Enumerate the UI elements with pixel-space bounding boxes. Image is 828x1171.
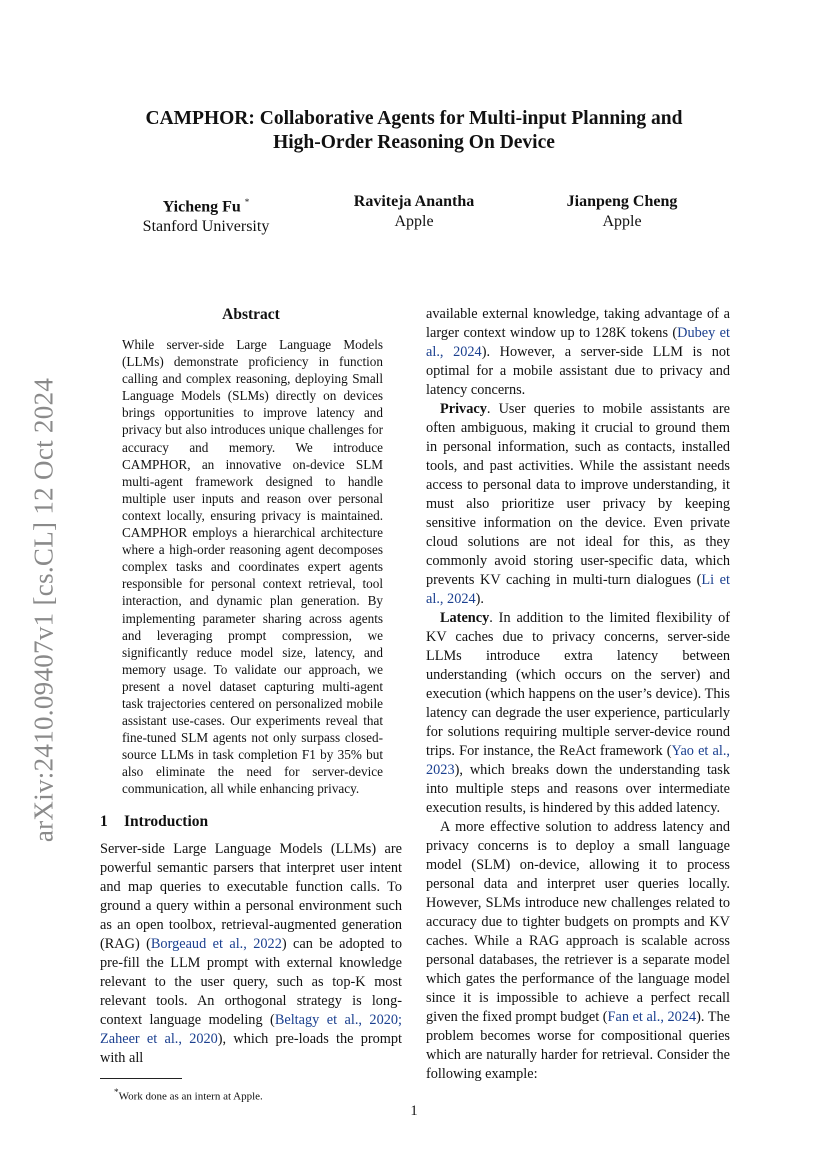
privacy-paragraph [426,400,730,609]
footnote-mark: * [114,1086,119,1097]
citation-link[interactable]: Fan et al., 2024 [607,1009,697,1025]
abstract-heading: Abstract [222,306,280,323]
citation-link[interactable]: Beltagy et al., 2020; Zaheer et al., 2020 [100,1011,402,1047]
footnote-text: Work done as an intern at Apple. [118,1090,263,1103]
paragraph-text: ). The problem becomes worse for compositional queries which are naturally harder for retrieval. Consider the following example: [426,1009,730,1082]
paragraph-text: ) can be adopted to pre-fill the LLM prompt with external knowledge relevant to the user query, such as top-K most relevant tools. An orthogonal strategy is long-context language modeling ( [100,935,402,1028]
paragraph-text: Server-side Large Language Models (LLMs) are powerful semantic parsers that interpret user intent and map queries to executable function calls. To ground a query within a personal environment such as an open toolbox, retrieval-augmented generation (RAG) ( [100,840,402,952]
title-line-1: CAMPHOR: Collaborative Agents for Multi-input Planning and [145,108,683,129]
section-heading-introduction [100,812,402,832]
citation-link[interactable]: Li et al., 2024 [426,572,730,607]
intro-paragraph [100,840,402,1068]
author-block [126,192,286,237]
paragraph-text: . In addition to the limited flexibility of KV caches due to privacy concerns, server-side LLMs introduce extra latency between understanding (which occurs on the server) and execution (which happens on the user’s device). This latency can degrade the user experience, particularly for solutions requiring multiple server-device round trips. For instance, the ReAct framework ( [426,610,730,759]
paragraph-text: . User queries to mobile assistants are often ambiguous, making it crucial to ground them in personal information, such as contacts, installed tools, and past activities. While the assistant needs access to personal data to improve understanding, it must also prioritize user privacy by keeping sensitive information on the device. Even private cloud solutions are not ideal for this, as they commonly avoid storing user-specific data, which prevents KV caching in multi-turn dialogues ( [426,401,730,588]
paragraph-text: ). [475,591,484,607]
section-number: 1 [100,812,108,830]
left-column [100,305,402,1103]
citation-link[interactable]: Borgeaud et al., 2022 [150,935,282,952]
author-block [334,192,494,232]
paragraph-text: A more effective solution to address latency and privacy concerns is to deploy a small language model (SLM) on-device, allowing it to process personal data and interpret user queries locally. However, SLMs introduce new challenges related to accuracy due to tighter budgets on prompts and KV caches. While a RAG approach is scalable across personal databases, the retriever is a separate model which gates the performance of the language model since it is impossible to achieve a perfect recall given the fixed prompt budget ( [426,819,730,1025]
author-affiliation: Apple [394,213,434,230]
paragraph-text: ). However, a server-side LLM is not optimal for a mobile assistant due to privacy and latency concerns. [426,344,730,398]
paragraph-text: available external knowledge, taking advantage of a larger context window up to 128K tokens ( [426,306,730,341]
author-footnote-mark: * [244,197,250,207]
body-paragraph [426,305,730,400]
latency-paragraph [426,609,730,818]
arxiv-identifier: arXiv:2410.09407v1 [cs.CL] 12 Oct 2024 [28,377,59,843]
author-block [542,192,702,232]
page-number: 1 [410,1103,418,1119]
author-name: Yicheng Fu [162,198,241,216]
body-paragraph [426,818,730,1084]
author-name: Raviteja Anantha [353,193,475,210]
right-column [426,305,730,1084]
paper-title [100,107,728,155]
paragraph-lead: Privacy [440,401,487,417]
paragraph-text: ), which breaks down the understanding task into multiple steps and reasons over intermediate execution results, is hindered by this added latency. [426,762,730,816]
paragraph-lead: Latency [440,610,490,626]
footnote-divider [100,1078,182,1079]
author-name: Jianpeng Cheng [566,193,678,210]
section-title: Introduction [124,812,209,830]
footnote [100,1085,402,1104]
citation-link[interactable]: Yao et al., 2023 [426,743,730,778]
title-line-2: High-Order Reasoning On Device [273,132,555,153]
paragraph-text: ), which pre-loads the prompt with all [100,1030,403,1066]
author-affiliation: Stanford University [142,218,270,236]
citation-link[interactable]: Dubey et al., 2024 [426,325,730,360]
author-affiliation: Apple [602,213,642,230]
abstract-text: While server-side Large Language Models (LLMs) demonstrate proficiency in function calling and complex reasoning, deploying Small Language Models (SLMs) directly on devices brings opportunities to improve latency and privacy but also introduces unique challenges for accuracy and memory. We introduce CAMPHOR, an innovative on-device SLM multi-agent framework designed to handle multiple user inputs and reason over personal context locally, ensuring privacy is maintained. CAMPHOR employs a hierarchical architecture where a high-order reasoning agent decomposes complex tasks and coordinates expert agents responsible for personal context retrieval, tool interaction, and dynamic plan generation. By implementing parameter sharing across agents and leveraging prompt compression, we significantly reduce model size, latency, and memory usage. To validate our approach, we present a novel dataset capturing multi-agent task trajectories centered on personalized mobile assistant use-cases. Our experiments reveal that fine-tuned SLM agents not only surpass closed-source LLMs in task completion F1 by 35% but also eliminate the need for server-device communication, all while enhancing privacy. [122,337,383,797]
